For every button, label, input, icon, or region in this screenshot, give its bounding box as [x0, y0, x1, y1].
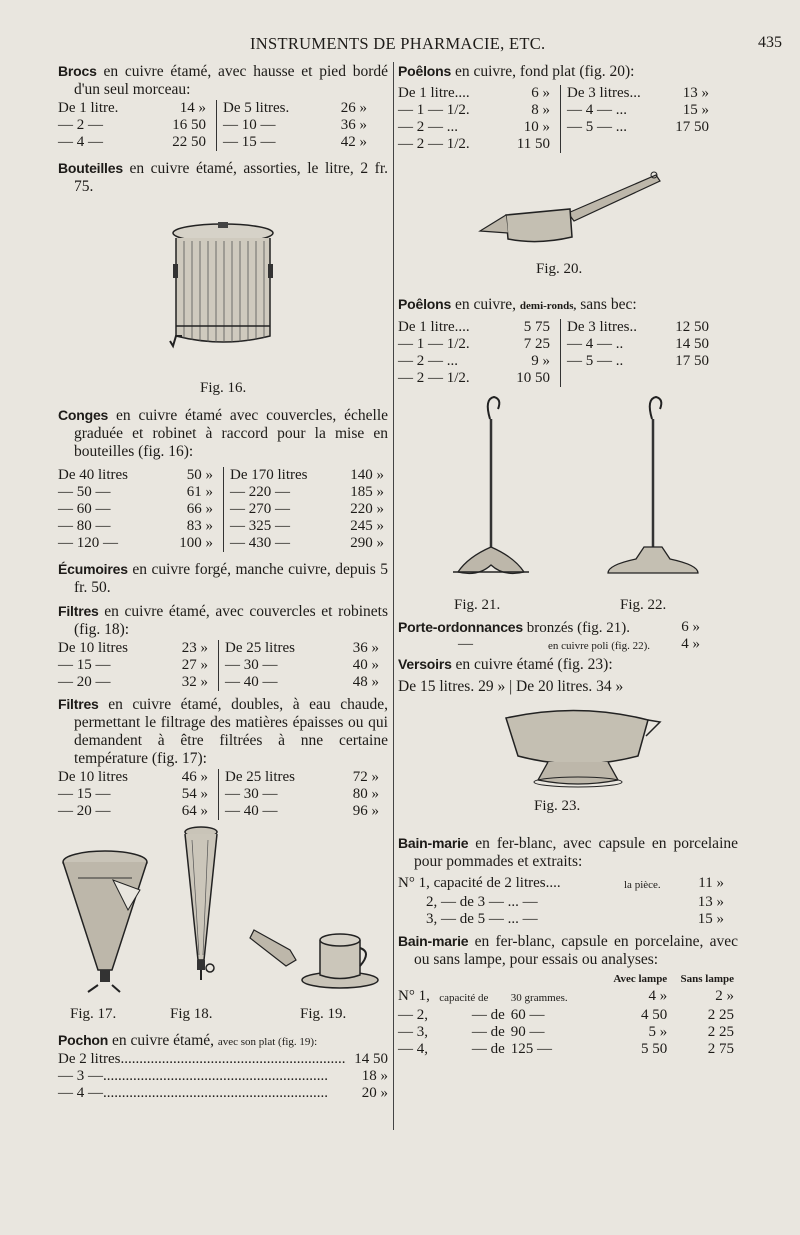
cell: — 120 —	[58, 535, 118, 551]
cell: 42 »	[340, 134, 367, 150]
ecumoires-entry	[58, 560, 388, 597]
entry-text: avec son plat (fig. 19):	[217, 1036, 318, 1048]
entry-text: sans bec:	[580, 296, 637, 313]
cell: 290 »	[350, 535, 384, 551]
cell: la pièce.	[624, 879, 661, 891]
figure-caption: Fig. 17.	[70, 1006, 117, 1022]
cell: 50 »	[186, 467, 213, 483]
entry-text: bronzés (fig. 21).	[526, 620, 631, 636]
cell: 2 25	[707, 1024, 734, 1040]
versoir-illustration	[398, 696, 738, 800]
cell: 96 »	[352, 803, 379, 819]
cell: De 170 litres	[224, 467, 345, 484]
pochon-price-list	[58, 1051, 388, 1102]
entry-text: en cuivre étamé,	[112, 1032, 214, 1049]
entry-title: Versoirs	[398, 656, 452, 672]
entry-title: Bain-marie	[398, 933, 469, 949]
table-row	[398, 319, 713, 336]
cell: 90 —	[510, 1024, 545, 1040]
cell: — 1 — 1/2.	[398, 336, 470, 352]
cell: — 1 — 1/2.	[398, 102, 470, 118]
cell: De 1 litre.	[58, 100, 119, 116]
entry-title: Bain-marie	[398, 835, 469, 851]
cell: 61 »	[186, 484, 213, 500]
cell: N° 1,	[398, 988, 430, 1004]
dot-leader: ............................................................	[103, 1068, 328, 1084]
bouteilles-entry	[58, 159, 388, 196]
item-price: 20 »	[361, 1085, 388, 1101]
bain-marie-2-table	[398, 971, 738, 1058]
dot-leader: ............................................................	[120, 1051, 346, 1067]
cell: 26 »	[340, 100, 367, 116]
figure-23	[398, 696, 738, 824]
cell: — 430 —	[224, 535, 345, 552]
table-row	[58, 501, 388, 518]
filtres-doubles-price-table	[58, 769, 383, 820]
cell: De 1 litre....	[398, 319, 470, 335]
cell	[561, 136, 670, 153]
cell: — 40 —	[219, 674, 340, 691]
cell: 3, — de 5 — ... —	[426, 911, 538, 927]
entry-text: en cuivre étamé avec couvercles, échelle graduée et robinet à raccord pour la mise en bouteilles (fig. 16):	[74, 407, 389, 460]
cell: 4 50	[640, 1007, 668, 1023]
cell: 17 50	[675, 119, 709, 135]
entry-text: en cuivre,	[454, 296, 517, 313]
entry-title: Écumoires	[58, 561, 128, 577]
item-price: 6 »	[681, 619, 700, 635]
conge-illustration	[58, 196, 388, 381]
cell: — 2 — ...	[398, 119, 458, 135]
cell: capacité de	[439, 992, 489, 1004]
cell: 6 »	[531, 85, 550, 101]
porte-ordonnances-entry	[398, 619, 738, 653]
table-row	[58, 674, 383, 691]
filtres-doubles-entry	[58, 695, 388, 768]
table-row	[398, 336, 713, 353]
table-row	[58, 786, 383, 803]
cell: — 4,	[398, 1041, 428, 1057]
cell: 8 »	[531, 102, 550, 118]
entry-title: Filtres	[58, 603, 99, 619]
item-price: 18 »	[361, 1068, 388, 1084]
cell: — 10 —	[217, 117, 318, 134]
entry-title: Porte-ordonnances	[398, 619, 523, 635]
table-row	[58, 100, 371, 117]
cell: 54 »	[181, 786, 208, 802]
conges-price-table	[58, 467, 388, 552]
cell: 22 50	[172, 134, 206, 150]
cell: — 2 — ...	[398, 353, 458, 369]
cell	[624, 894, 676, 911]
cell: 125 —	[510, 1041, 553, 1057]
dot-leader: ............................................................	[103, 1085, 328, 1101]
figure-20	[398, 153, 738, 285]
filtres-price-table	[58, 640, 383, 691]
list-item	[58, 1068, 388, 1085]
cell: 80 »	[352, 786, 379, 802]
cell: 23 »	[181, 640, 208, 656]
table-row	[58, 535, 388, 552]
column-header: Sans lampe	[680, 973, 734, 985]
cell: 72 »	[352, 769, 379, 785]
porte-ordonnances-illustration	[398, 387, 738, 597]
list-item	[58, 1051, 388, 1068]
pochon-entry	[58, 1031, 388, 1051]
filtres-entry	[58, 602, 388, 639]
entry-text: en cuivre étamé, doubles, à eau chaude, permettant le filtrage des matières épaisses ou qui demandent à être filtrées à nne certaine température (fig. 17):	[74, 696, 389, 767]
left-column	[58, 62, 388, 1102]
table-row	[398, 353, 713, 370]
right-column	[398, 62, 738, 1058]
table-row	[58, 803, 383, 820]
table-row	[58, 518, 388, 535]
cell: 46 »	[181, 769, 208, 785]
cell: De 25 litres	[219, 640, 340, 657]
cell: 27 »	[181, 657, 208, 673]
cell: 11 50	[516, 136, 550, 152]
cell: 5 50	[640, 1041, 668, 1057]
cell	[624, 911, 676, 928]
entry-title: Poêlons	[398, 296, 452, 312]
cell: 14 50	[675, 336, 709, 352]
entry-title: Poêlons	[398, 63, 452, 79]
entry-text: en cuivre étamé, avec couvercles et robinets (fig. 18):	[74, 603, 388, 638]
cell: De 25 litres	[219, 769, 340, 786]
cell: 11 »	[698, 875, 724, 891]
cell: — 270 —	[224, 501, 345, 518]
table-row	[398, 1041, 738, 1058]
cell: — 50 —	[58, 484, 111, 500]
ditto-dash: —	[458, 636, 473, 652]
cell: 66 »	[186, 501, 213, 517]
table-row	[58, 134, 371, 151]
item-price: 14 50	[354, 1051, 388, 1067]
cell: 36 »	[340, 117, 367, 133]
poelons-demi-ronds-entry	[398, 295, 738, 315]
cell: 30 grammes.	[510, 992, 568, 1004]
cell: — de	[471, 1007, 505, 1023]
cell: — 3,	[398, 1024, 428, 1040]
table-row	[398, 988, 738, 1007]
cell: — de	[471, 1024, 505, 1040]
cell: 64 »	[181, 803, 208, 819]
cell: — 15 —	[58, 657, 111, 673]
cell: — 30 —	[219, 786, 340, 803]
figure-caption: Fig. 20.	[536, 261, 583, 277]
entry-title: Brocs	[58, 63, 97, 79]
entry-text: en cuivre forgé, manche cuivre, depuis 5 fr. 50.	[74, 561, 389, 596]
table-row	[398, 911, 728, 928]
cell: De 3 litres...	[561, 85, 670, 102]
poelons-demi-ronds-table	[398, 319, 713, 387]
cell: — 220 —	[224, 484, 345, 501]
cell: 185 »	[350, 484, 384, 500]
versoirs-prices: De 15 litres. 29 » | De 20 litres. 34 »	[398, 678, 624, 695]
table-row	[398, 136, 713, 153]
figures-21-22	[398, 387, 738, 619]
cell: — de	[471, 1041, 505, 1057]
entry-text: en cuivre poli (fig. 22).	[548, 640, 651, 652]
cell: 245 »	[350, 518, 384, 534]
cell: 12 50	[675, 319, 709, 335]
cell: 48 »	[352, 674, 379, 690]
entry-text: en fer-blanc, avec capsule en porcelaine pour pommades et extraits:	[414, 835, 739, 870]
list-item	[58, 1085, 388, 1102]
bain-marie-1-entry	[398, 834, 738, 871]
cell: — 5 — ..	[561, 353, 670, 370]
conges-entry	[58, 406, 388, 461]
cell: — 2,	[398, 1007, 428, 1023]
cell: 5 75	[523, 319, 550, 335]
cell: — 5 — ...	[561, 119, 670, 136]
cell: 220 »	[350, 501, 384, 517]
page-header	[0, 34, 800, 56]
table-row	[58, 484, 388, 501]
cell: — 40 —	[219, 803, 340, 820]
table-row	[398, 1007, 738, 1024]
cell: De 40 litres	[58, 467, 128, 483]
table-row	[398, 119, 713, 136]
item-label: — 3 —	[58, 1068, 103, 1084]
cell	[669, 136, 713, 153]
cell: 60 —	[510, 1007, 545, 1023]
column-divider	[393, 62, 394, 1130]
cell: 17 50	[675, 353, 709, 369]
entry-text: en cuivre étamé, avec hausse et pied bordé d'un seul morceau:	[74, 63, 389, 98]
item-price: 4 »	[681, 636, 700, 652]
bain-marie-2-entry	[398, 932, 738, 969]
figure-16	[58, 196, 388, 406]
table-row	[398, 370, 713, 387]
cell: 14 »	[179, 100, 206, 116]
figure-caption: Fig. 16.	[200, 380, 247, 396]
cell: 83 »	[186, 518, 213, 534]
table-header	[398, 971, 738, 988]
cell: 2 75	[707, 1041, 734, 1057]
cell: — 2 — 1/2.	[398, 370, 470, 386]
entry-title: Bouteilles	[58, 160, 123, 176]
cell	[561, 370, 670, 387]
cell: 10 50	[516, 370, 550, 386]
cell	[669, 370, 713, 387]
entry-text: en cuivre étamé (fig. 23):	[455, 656, 613, 673]
table-row	[398, 102, 713, 119]
column-header: Avec lampe	[613, 973, 668, 985]
poelon-illustration	[398, 153, 738, 261]
cell: 32 »	[181, 674, 208, 690]
table-row	[58, 640, 383, 657]
cell: 2, — de 3 — ... —	[426, 894, 538, 910]
poelons-fond-plat-entry	[398, 62, 738, 81]
table-row	[398, 85, 713, 102]
bain-marie-1-table	[398, 875, 728, 928]
brocs-price-table	[58, 100, 371, 151]
cell: 15 »	[682, 102, 709, 118]
cell: De 3 litres..	[561, 319, 670, 336]
cell: 10 »	[523, 119, 550, 135]
cell: 2 25	[707, 1007, 734, 1023]
cell: — 60 —	[58, 501, 111, 517]
cell: — 2 — 1/2.	[398, 136, 470, 152]
cell: 140 »	[350, 467, 384, 483]
figure-caption: Fig. 22.	[620, 597, 667, 613]
entry-text: en cuivre étamé, assorties, le litre, 2 fr. 75.	[74, 160, 388, 195]
cell: De 10 litres	[58, 769, 128, 785]
cell: De 10 litres	[58, 640, 128, 656]
cell: 5 »	[648, 1024, 668, 1040]
cell: — 20 —	[58, 803, 111, 819]
table-row	[58, 117, 371, 134]
cell: 13 »	[682, 85, 709, 101]
versoirs-entry	[398, 655, 738, 674]
figure-caption: Fig 18.	[170, 1006, 213, 1022]
cell: 100 »	[179, 535, 213, 551]
figure-caption: Fig. 21.	[454, 597, 501, 613]
table-row	[58, 467, 388, 484]
cell: — 15 —	[58, 786, 111, 802]
entry-title: Conges	[58, 407, 109, 423]
cell: — 80 —	[58, 518, 111, 534]
cell: 2 »	[715, 988, 734, 1004]
cell: — 4 —	[58, 134, 103, 150]
cell: 13 »	[697, 894, 724, 910]
figure-caption: Fig. 19.	[300, 1006, 347, 1022]
cell: 7 25	[523, 336, 550, 352]
filters-illustration	[58, 820, 388, 1016]
cell: — 325 —	[224, 518, 345, 535]
cell: — 15 —	[217, 134, 318, 151]
cell: — 4 — ..	[561, 336, 670, 353]
entry-title: Filtres	[58, 696, 99, 712]
cell: De 5 litres.	[217, 100, 318, 117]
table-row	[398, 1024, 738, 1041]
cell: N° 1, capacité de 2 litres....	[398, 875, 561, 891]
cell: 36 »	[352, 640, 379, 656]
cell: De 1 litre....	[398, 85, 470, 101]
running-title: INSTRUMENTS DE PHARMACIE, ETC.	[250, 34, 546, 53]
figure-caption: Fig. 23.	[534, 798, 581, 814]
entry-text: demi-ronds,	[519, 300, 577, 312]
page-number: 435	[758, 34, 782, 51]
cell: — 4 — ...	[561, 102, 670, 119]
cell: — 2 —	[58, 117, 103, 133]
item-label: De 2 litres	[58, 1051, 121, 1067]
entry-text: en fer-blanc, capsule en porcelaine, avec ou sans lampe, pour essais ou analyses:	[414, 933, 738, 968]
cell: 4 »	[648, 988, 668, 1004]
entry-title: Pochon	[58, 1032, 109, 1048]
entry-text: en cuivre, fond plat (fig. 20):	[454, 63, 635, 80]
item-label: — 4 —	[58, 1085, 103, 1101]
table-row	[58, 769, 383, 786]
figures-17-19	[58, 820, 388, 1032]
cell: — 30 —	[219, 657, 340, 674]
brocs-entry	[58, 62, 388, 99]
cell: — 20 —	[58, 674, 111, 690]
cell: 40 »	[352, 657, 379, 673]
cell: 15 »	[697, 911, 724, 927]
table-row	[398, 894, 728, 911]
poelons-fond-plat-table	[398, 85, 713, 153]
cell: 9 »	[531, 353, 550, 369]
cell: 16 50	[172, 117, 206, 133]
table-row	[398, 875, 728, 894]
table-row	[58, 657, 383, 674]
